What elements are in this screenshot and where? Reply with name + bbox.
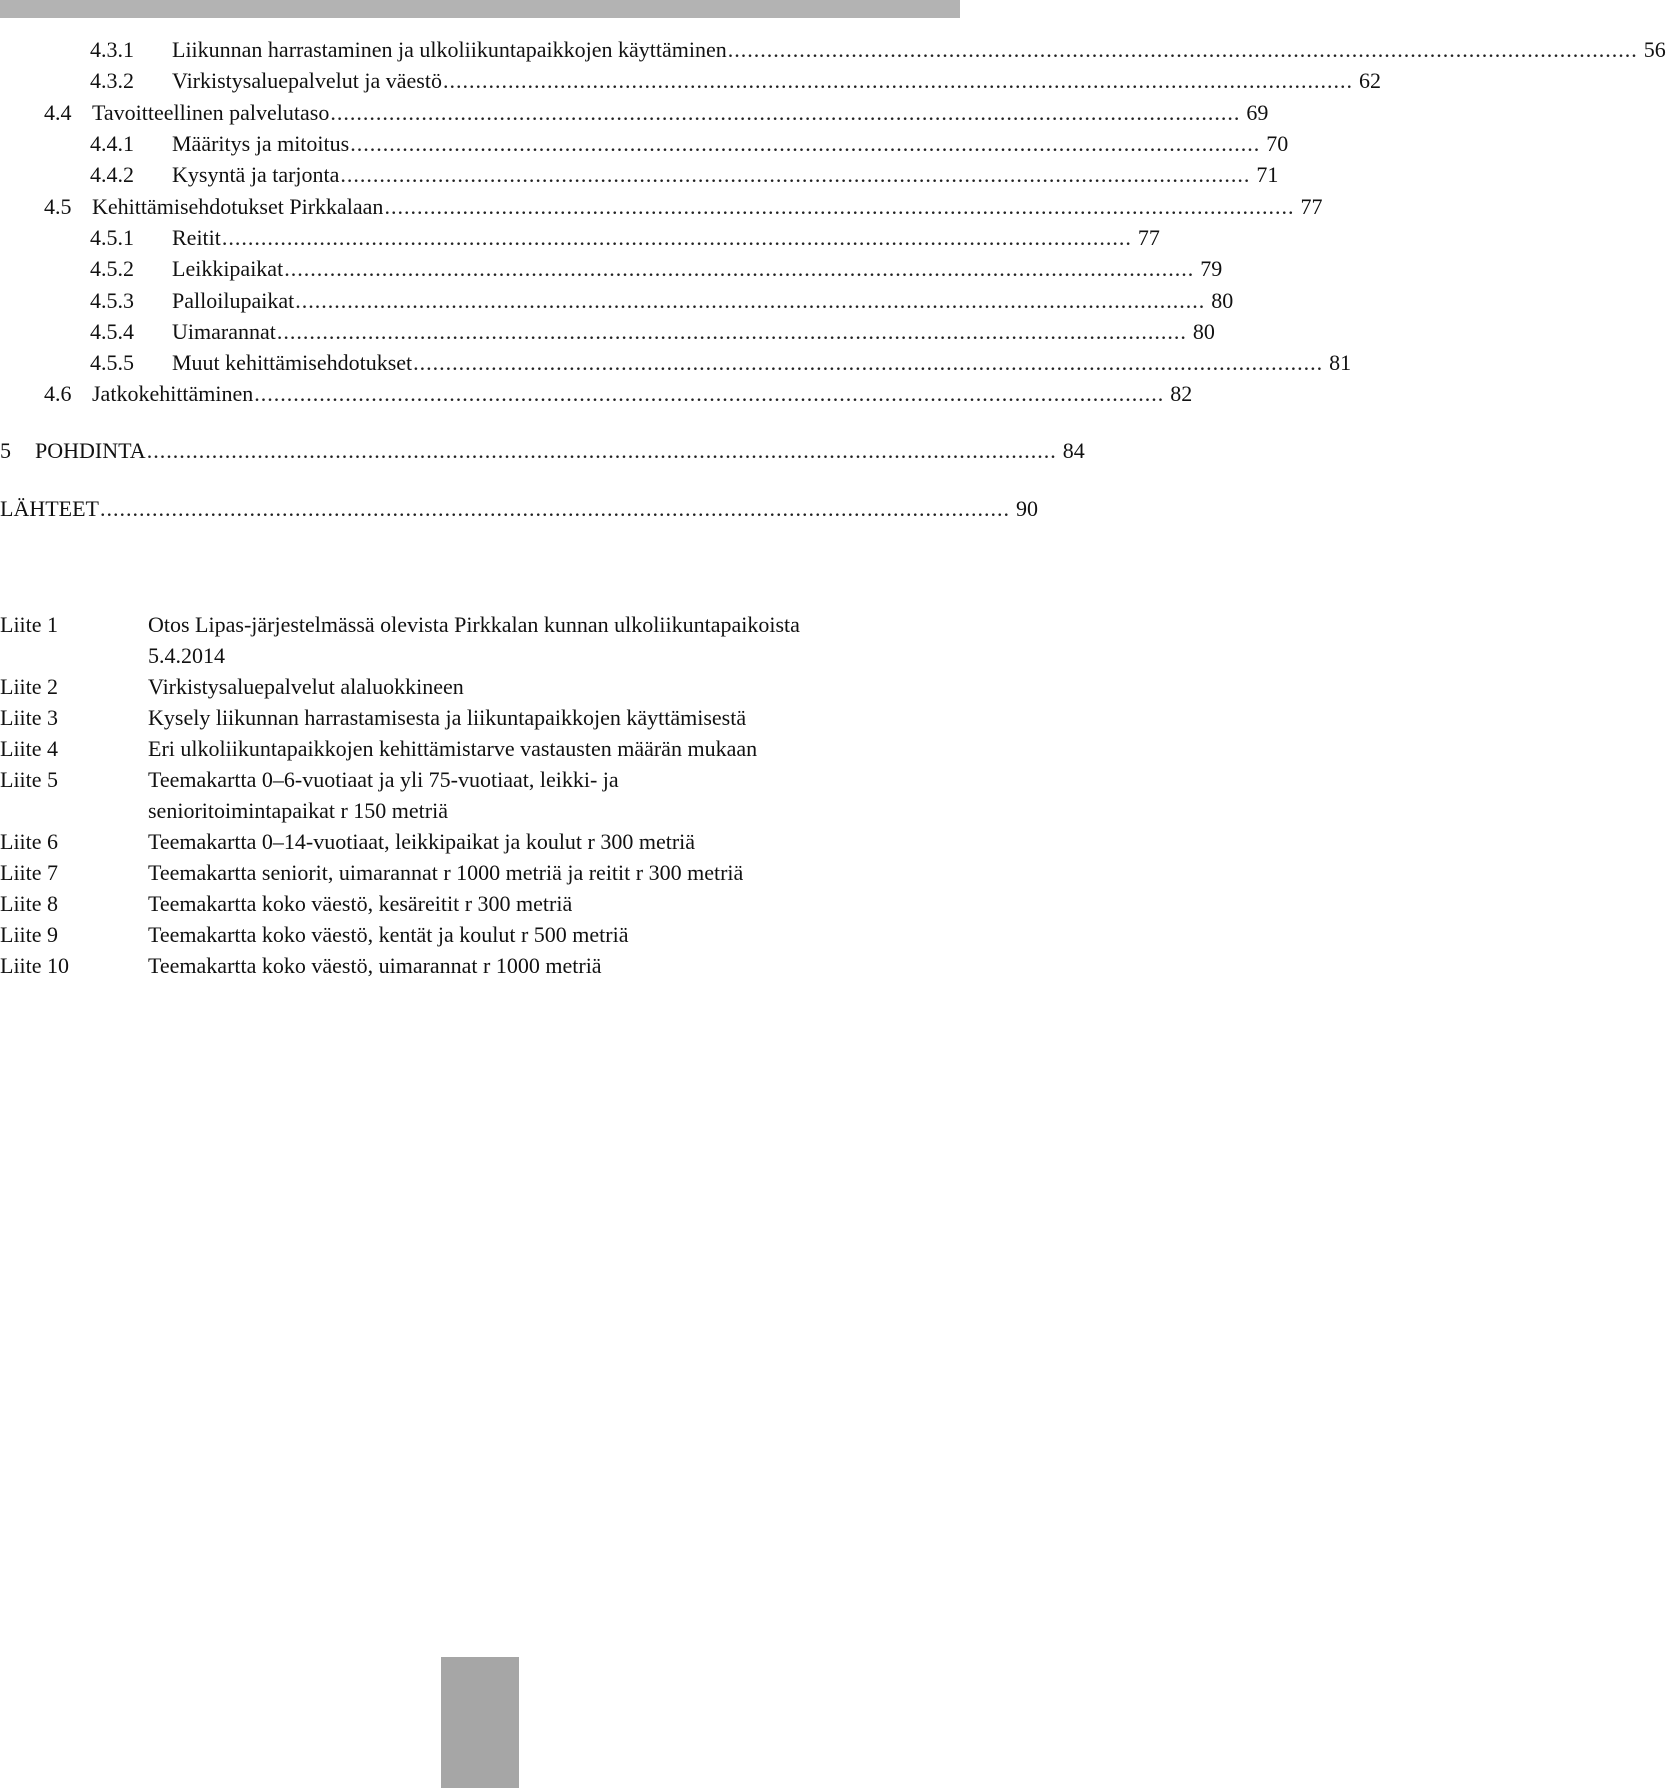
appendix-label: Liite 6 [0,829,59,854]
toc-entry[interactable] [90,286,1234,316]
toc-number: 4.6 [44,381,72,406]
toc-entry[interactable] [90,35,1666,65]
toc-number: 5 [0,438,11,463]
appendix-description: Teemakartta 0‒6-vuotiaat ja yli 75-vuotiaat, leikki- ja [148,767,619,792]
bottom-gray-tab [441,1657,519,1788]
toc-entry[interactable] [90,348,1352,378]
toc-page: 84 [1062,438,1085,463]
appendix-label: Liite 9 [0,922,59,947]
toc-page: 80 [1192,319,1215,344]
toc-title: Kysyntä ja tarjonta [172,162,340,187]
toc-number: 4.5.3 [90,288,134,313]
toc-leader: ............................................................................................................................................ [330,100,1241,125]
toc-page: 77 [1137,225,1160,250]
appendix-label: Liite 1 [0,612,59,637]
toc-leader: ............................................................................................................................................ [384,194,1295,219]
appendix-description: Teemakartta seniorit, uimarannat r 1000 metriä ja reitit r 300 metriä [148,860,744,885]
toc-number: 4.5.2 [90,256,134,281]
table-of-contents [0,0,1666,560]
toc-number: 4.4 [44,100,72,125]
toc-title: Leikkipaikat [172,256,284,281]
toc-page: 82 [1170,381,1193,406]
appendix-description: Otos Lipas-järjestelmässä olevista Pirkkalan kunnan ulkoliikuntapaikoista [148,612,800,637]
toc-entry[interactable] [90,160,1279,190]
appendix-description-continued: senioritoimintapaikat r 150 metriä [148,798,448,823]
toc-page: 70 [1266,131,1289,156]
toc-page: 69 [1246,100,1269,125]
toc-page: 81 [1329,350,1352,375]
toc-leader: ............................................................................................................................................ [276,319,1187,344]
appendix-description: Teemakartta koko väestö, kentät ja koulut r 500 metriä [148,922,629,947]
toc-number: 4.4.2 [90,162,134,187]
toc-number: 4.5.1 [90,225,134,250]
toc-title: Tavoitteellinen palvelutaso [92,100,330,125]
toc-leader: ............................................................................................................................................ [727,37,1638,62]
toc-number: 4.5 [44,194,72,219]
toc-entry[interactable] [90,223,1160,253]
toc-number: 4.3.2 [90,68,134,93]
toc-entry[interactable] [90,66,1381,96]
toc-leader: ............................................................................................................................................ [99,496,1010,521]
appendix-label: Liite 7 [0,860,59,885]
toc-entry[interactable] [44,379,1193,409]
appendix-label: Liite 5 [0,767,59,792]
toc-page: 80 [1211,288,1234,313]
toc-page: 71 [1256,162,1279,187]
appendix-description: Eri ulkoliikuntapaikkojen kehittämistarve vastausten määrän mukaan [148,736,758,761]
toc-title: Uimarannat [172,319,276,344]
toc-title: Virkistysaluepalvelut ja väestö [172,68,442,93]
toc-entry[interactable] [0,494,1038,524]
toc-leader: ............................................................................................................................................ [413,350,1324,375]
appendix-description-continued: 5.4.2014 [148,643,225,668]
toc-leader: ............................................................................................................................................ [254,381,1165,406]
toc-number: 4.4.1 [90,131,134,156]
toc-number: 4.5.4 [90,319,134,344]
toc-leader: ............................................................................................................................................ [221,225,1132,250]
toc-leader: ............................................................................................................................................ [284,256,1195,281]
toc-title: Liikunnan harrastaminen ja ulkoliikuntapaikkojen käyttäminen [172,37,727,62]
appendix-label: Liite 3 [0,705,59,730]
toc-number: 4.5.5 [90,350,134,375]
appendix-description: Teemakartta 0‒14-vuotiaat, leikkipaikat ja koulut r 300 metriä [148,829,696,854]
appendix-description: Teemakartta koko väestö, uimarannat r 1000 metriä [148,953,602,978]
toc-page: 90 [1015,496,1038,521]
appendix-list [0,600,960,1000]
toc-entry[interactable] [0,436,1085,466]
toc-title: Jatkokehittäminen [92,381,254,406]
toc-title: Kehittämisehdotukset Pirkkalaan [92,194,384,219]
toc-leader: ............................................................................................................................................ [350,131,1261,156]
toc-title: Määritys ja mitoitus [172,131,350,156]
appendix-label: Liite 2 [0,674,59,699]
appendix-label: Liite 8 [0,891,59,916]
appendix-description: Teemakartta koko väestö, kesäreitit r 300 metriä [148,891,573,916]
toc-entry[interactable] [44,98,1269,128]
toc-title: Muut kehittämisehdotukset [172,350,413,375]
toc-page: 56 [1643,37,1666,62]
appendix-label: Liite 4 [0,736,59,761]
toc-leader: ............................................................................................................................................ [442,68,1353,93]
toc-entry[interactable] [90,129,1289,159]
toc-title: Reitit [172,225,221,250]
appendix-label: Liite 10 [0,953,70,978]
toc-leader: ............................................................................................................................................ [146,438,1057,463]
toc-title: Palloilupaikat [172,288,295,313]
appendix-description: Kysely liikunnan harrastamisesta ja liikuntapaikkojen käyttämisestä [148,705,747,730]
toc-number: 4.3.1 [90,37,134,62]
toc-entry[interactable] [90,254,1223,284]
toc-page: 62 [1358,68,1381,93]
toc-entry[interactable] [90,317,1215,347]
toc-page: 79 [1200,256,1223,281]
toc-leader: ............................................................................................................................................ [340,162,1251,187]
toc-title: POHDINTA [35,438,146,463]
toc-leader: ............................................................................................................................................ [295,288,1206,313]
appendix-description: Virkistysaluepalvelut alaluokkineen [148,674,464,699]
toc-page: 77 [1300,194,1323,219]
toc-entry[interactable] [44,192,1323,222]
toc-title: LÄHTEET [0,496,99,521]
